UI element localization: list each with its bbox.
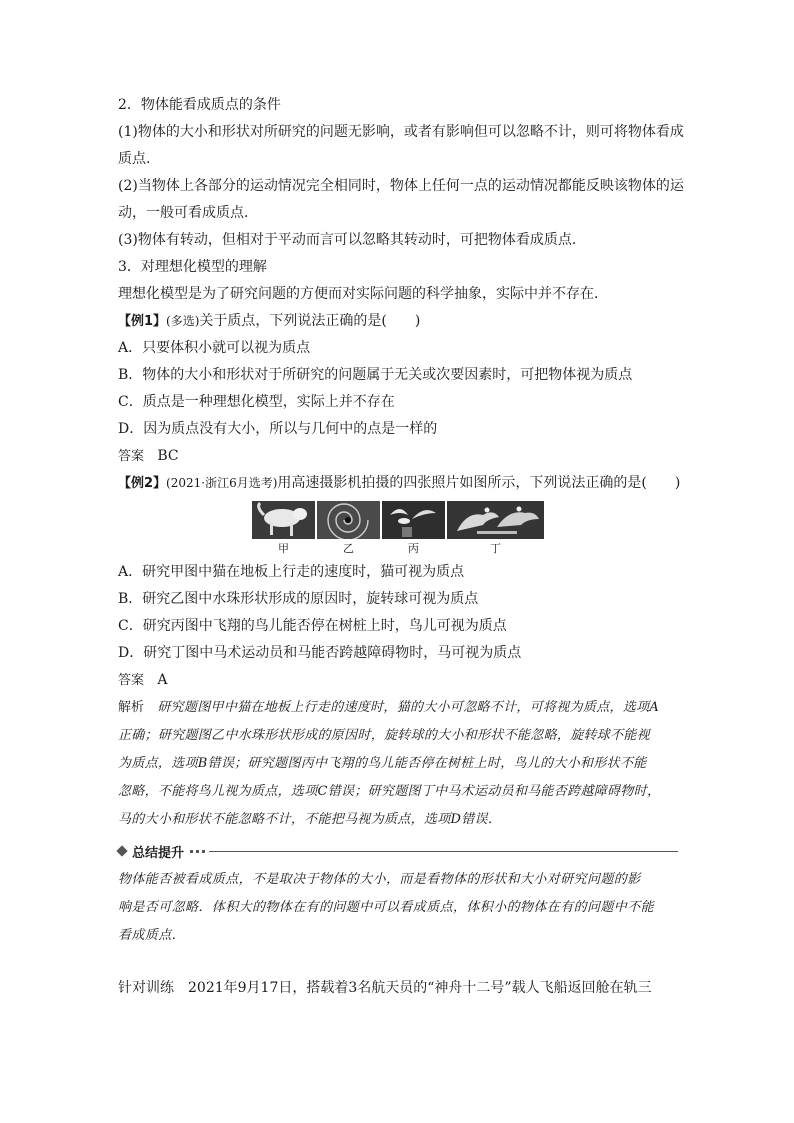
answer-label: 答案 xyxy=(118,449,145,464)
analysis-block xyxy=(118,694,678,834)
example-1-stem xyxy=(118,308,678,335)
answer-value: A xyxy=(157,672,168,688)
example-tag: 【例2】 xyxy=(118,476,167,491)
training-question: 针对训练 2021年9月17日，搭载着3名航天员的“神舟十二号”载人飞船返回舱在轨三 xyxy=(118,980,652,996)
caption-yi: 乙 xyxy=(343,542,354,555)
analysis-label: 解析 xyxy=(118,700,145,715)
summary-line: 看成质点． xyxy=(118,928,186,943)
summary-line: 物体能否被看成质点，不是取决于物体的大小，而是看物体的形状和大小对研究问题的影 xyxy=(118,872,641,887)
paragraph: 理想化模型是为了研究问题的方便而对实际问题的科学抽象，实际中并不存在． xyxy=(118,286,608,302)
paragraph: (3)物体有转动，但相对于平动而言可以忽略其转动时，可把物体看成质点． xyxy=(118,232,586,248)
option-d: D．研究丁图中马术运动员和马能否跨越障碍物时，马可视为质点 xyxy=(118,645,522,661)
birds-image xyxy=(382,501,445,539)
analysis-text: 研究题图甲中猫在地板上行走的速度时，猫的大小可忽略不计，可将视为质点，选项A xyxy=(157,700,660,715)
option-c: C．质点是一种理想化模型，实际上并不存在 xyxy=(118,394,395,410)
option-b: B．物体的大小和形状对于所研究的问题属于无关或次要因素时，可把物体视为质点 xyxy=(118,367,633,383)
analysis-line xyxy=(118,694,678,722)
divider xyxy=(209,851,678,852)
paragraph: 动，一般可看成质点． xyxy=(118,205,258,221)
section-heading: 3．对理想化模型的理解 xyxy=(118,259,267,275)
example-question: 用高速摄影机拍摄的四张照片如图所示，下列说法正确的是( ) xyxy=(277,475,681,491)
summary-body xyxy=(118,866,678,950)
option-c: C．研究丙图中飞翔的鸟儿能否停在树桩上时，鸟儿可视为质点 xyxy=(118,618,507,634)
cat-image xyxy=(252,501,315,539)
option-d: D．因为质点没有大小，所以与几何中的点是一样的 xyxy=(118,421,438,437)
example-question: 关于质点，下列说法正确的是( ) xyxy=(199,313,421,329)
summary-title: 总结提升 xyxy=(132,845,185,861)
photo-birds xyxy=(382,501,445,539)
photo-spinning-ball xyxy=(317,501,380,539)
photo-figure xyxy=(118,501,678,541)
paragraph: (1)物体的大小和形状对所研究的问题无影响，或者有影响但可以忽略不计，则可将物体看成 xyxy=(118,124,684,140)
example-note: (2021·浙江6月选考) xyxy=(166,476,278,490)
caption-bing: 丙 xyxy=(408,542,419,555)
analysis-line: 忽略，不能将鸟儿视为质点，选项C错误；研究题图丁中马术运动员和马能否跨越障碍物时， xyxy=(118,784,661,799)
horse-jump-image xyxy=(447,501,544,539)
caption-ding: 丁 xyxy=(490,542,501,555)
example-note: (多选) xyxy=(166,314,200,328)
analysis-line: 正确；研究题图乙中水珠形状形成的原因时，旋转球的大小和形状不能忽略，旋转球不能视 xyxy=(118,728,651,743)
example-tag: 【例1】 xyxy=(118,314,167,329)
figure-captions xyxy=(118,541,678,557)
answer-label: 答案 xyxy=(118,673,145,688)
photo-horse-jump xyxy=(447,501,544,539)
example-2-stem xyxy=(118,470,681,497)
photo-cat xyxy=(252,501,315,539)
dots-icon xyxy=(190,850,205,853)
paragraph: 质点． xyxy=(118,151,160,167)
document-page xyxy=(118,92,684,1016)
answer-line xyxy=(118,443,678,470)
caption-jia: 甲 xyxy=(278,542,289,555)
option-a: A．研究甲图中猫在地板上行走的速度时，猫可视为质点 xyxy=(118,564,465,580)
section-heading: 2．物体能看成质点的条件 xyxy=(118,97,281,113)
answer-line xyxy=(118,667,678,694)
summary-line: 响是否可忽略．体积大的物体在有的问题中可以看成质点，体积小的物体在有的问题中不能 xyxy=(118,900,655,915)
paragraph: (2)当物体上各部分的运动情况完全相同时，物体上任何一点的运动情况都能反映该物体的运 xyxy=(118,178,684,194)
option-a: A．只要体积小就可以视为质点 xyxy=(118,340,311,356)
diamond-icon xyxy=(116,845,127,856)
summary-header xyxy=(118,842,678,860)
answer-value: BC xyxy=(157,448,179,464)
analysis-line: 马的大小和形状不能忽略不计，不能把马视为质点，选项D错误． xyxy=(118,812,502,827)
spinning-ball-image xyxy=(317,501,380,539)
analysis-line: 为质点，选项B错误；研究题图丙中飞翔的鸟儿能否停在树桩上时，鸟儿的大小和形状不能 xyxy=(118,756,647,771)
option-b: B．研究乙图中水珠形状形成的原因时，旋转球可视为质点 xyxy=(118,591,479,607)
